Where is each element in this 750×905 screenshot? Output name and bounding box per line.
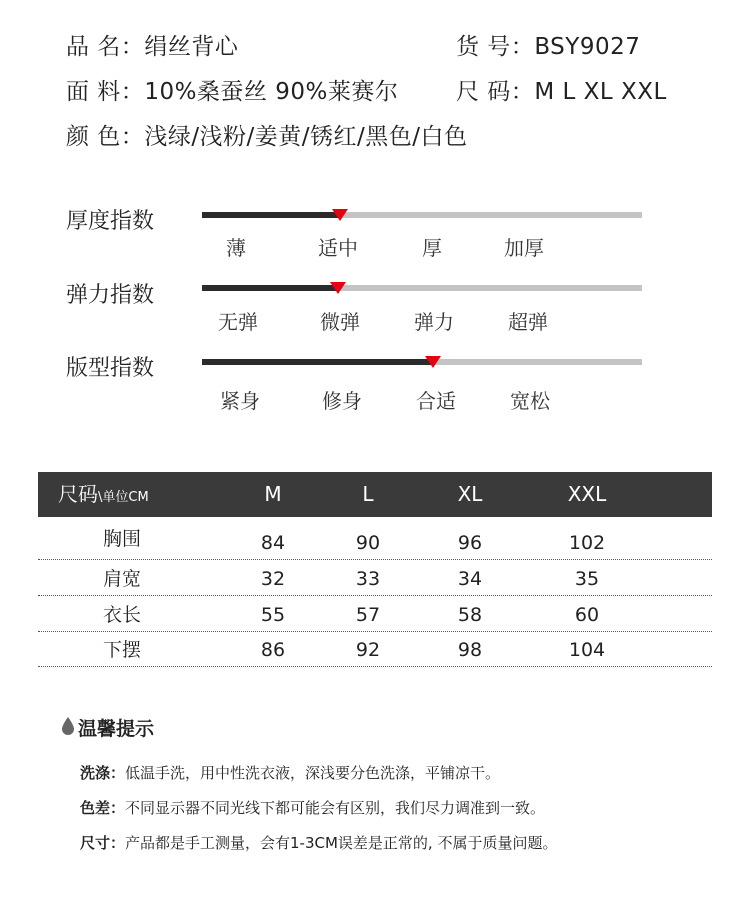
fit-level-regular: 合适 <box>416 389 456 413</box>
table-cell: 34 <box>457 568 483 590</box>
table-cell: 98 <box>457 639 483 661</box>
thickness-level-thin: 薄 <box>226 236 246 260</box>
product-color-label: 颜 色： <box>66 124 145 150</box>
size-col-xl: XL <box>457 482 483 506</box>
thickness-level-medium: 适中 <box>318 236 358 260</box>
thickness-level-extra-thick: 加厚 <box>504 236 544 260</box>
product-fabric-line <box>66 73 398 106</box>
elasticity-index-bar <box>202 285 642 291</box>
elasticity-index-label: 弹力指数 <box>66 283 155 308</box>
row-label: 胸围 <box>102 528 141 550</box>
tip-washing-text: 低温手洗，用中性洗衣液，深浅要分色洗涤，平铺凉干。 <box>125 764 501 782</box>
droplet-icon <box>60 716 76 736</box>
tip-washing <box>80 762 500 783</box>
fit-index-fill <box>202 359 433 365</box>
table-row <box>38 596 712 632</box>
product-size-value: M L XL XXL <box>534 79 667 105</box>
table-cell: 33 <box>355 568 381 590</box>
product-sku-value: BSY9027 <box>534 34 641 60</box>
tip-size-label: 尺寸： <box>80 834 126 852</box>
product-sku-label: 货 号： <box>456 34 535 60</box>
product-sku-line <box>456 28 640 61</box>
product-fabric-value: 10%桑蚕丝 90%莱赛尔 <box>144 79 399 105</box>
thickness-index-label: 厚度指数 <box>66 209 155 234</box>
tip-size-text: 产品都是手工测量，会有1-3CM误差是正常的, 不属于质量问题。 <box>125 834 558 852</box>
table-cell: 90 <box>355 532 381 554</box>
fit-index-label: 版型指数 <box>66 356 155 381</box>
row-label: 衣长 <box>102 604 141 626</box>
fit-level-loose: 宽松 <box>510 389 550 413</box>
table-cell: 92 <box>355 639 381 661</box>
product-name-label: 品 名： <box>66 34 145 60</box>
thickness-index-fill <box>202 212 340 218</box>
row-label: 下摆 <box>102 639 141 661</box>
tip-washing-label: 洗涤： <box>80 764 126 782</box>
size-col-xxl: XXL <box>567 482 607 506</box>
size-header-main: 尺码 <box>58 482 98 506</box>
thickness-level-thick: 厚 <box>422 236 442 260</box>
table-cell: 60 <box>574 604 600 626</box>
table-cell: 35 <box>574 568 600 590</box>
tip-color-diff-label: 色差： <box>80 799 126 817</box>
product-name-line <box>66 28 238 61</box>
table-row <box>38 560 712 596</box>
tip-color-diff-text: 不同显示器不同光线下都可能会有区别，我们尽力调准到一致。 <box>125 799 546 817</box>
table-row <box>38 631 712 667</box>
fit-level-tight: 紧身 <box>220 389 260 413</box>
table-cell: 96 <box>457 532 483 554</box>
table-cell: 102 <box>568 532 606 554</box>
size-table-header-label <box>58 472 198 517</box>
product-color-value: 浅绿/浅粉/姜黄/锈红/黑色/白色 <box>144 124 468 150</box>
product-fabric-label: 面 料： <box>66 79 145 105</box>
elasticity-level-none: 无弹 <box>218 310 258 334</box>
table-cell: 58 <box>457 604 483 626</box>
table-row <box>38 524 712 560</box>
elasticity-index-fill <box>202 285 338 291</box>
elasticity-level-stretch: 弹力 <box>414 310 454 334</box>
table-cell: 104 <box>568 639 606 661</box>
product-color-line <box>66 118 468 151</box>
size-col-m: M <box>264 482 282 506</box>
elasticity-marker-icon <box>330 282 346 294</box>
table-cell: 32 <box>260 568 286 590</box>
size-table-header <box>38 472 712 517</box>
thickness-marker-icon <box>332 209 348 221</box>
size-col-l: L <box>362 482 374 506</box>
thickness-index-bar <box>202 212 642 218</box>
table-cell: 57 <box>355 604 381 626</box>
fit-index-bar <box>202 359 642 365</box>
tip-color-diff <box>80 797 545 818</box>
product-size-label: 尺 码： <box>456 79 535 105</box>
fit-level-slim: 修身 <box>322 389 362 413</box>
table-cell: 84 <box>260 532 286 554</box>
fit-marker-icon <box>425 356 441 368</box>
product-size-line <box>456 73 667 106</box>
elasticity-level-super: 超弹 <box>508 310 548 334</box>
tips-title: 温馨提示 <box>78 718 155 740</box>
table-cell: 55 <box>260 604 286 626</box>
table-cell: 86 <box>260 639 286 661</box>
elasticity-level-slight: 微弹 <box>320 310 360 334</box>
tip-size <box>80 832 557 853</box>
row-label: 肩宽 <box>102 568 141 590</box>
product-name-value: 绢丝背心 <box>144 34 239 60</box>
size-header-unit: \单位CM <box>98 490 149 505</box>
